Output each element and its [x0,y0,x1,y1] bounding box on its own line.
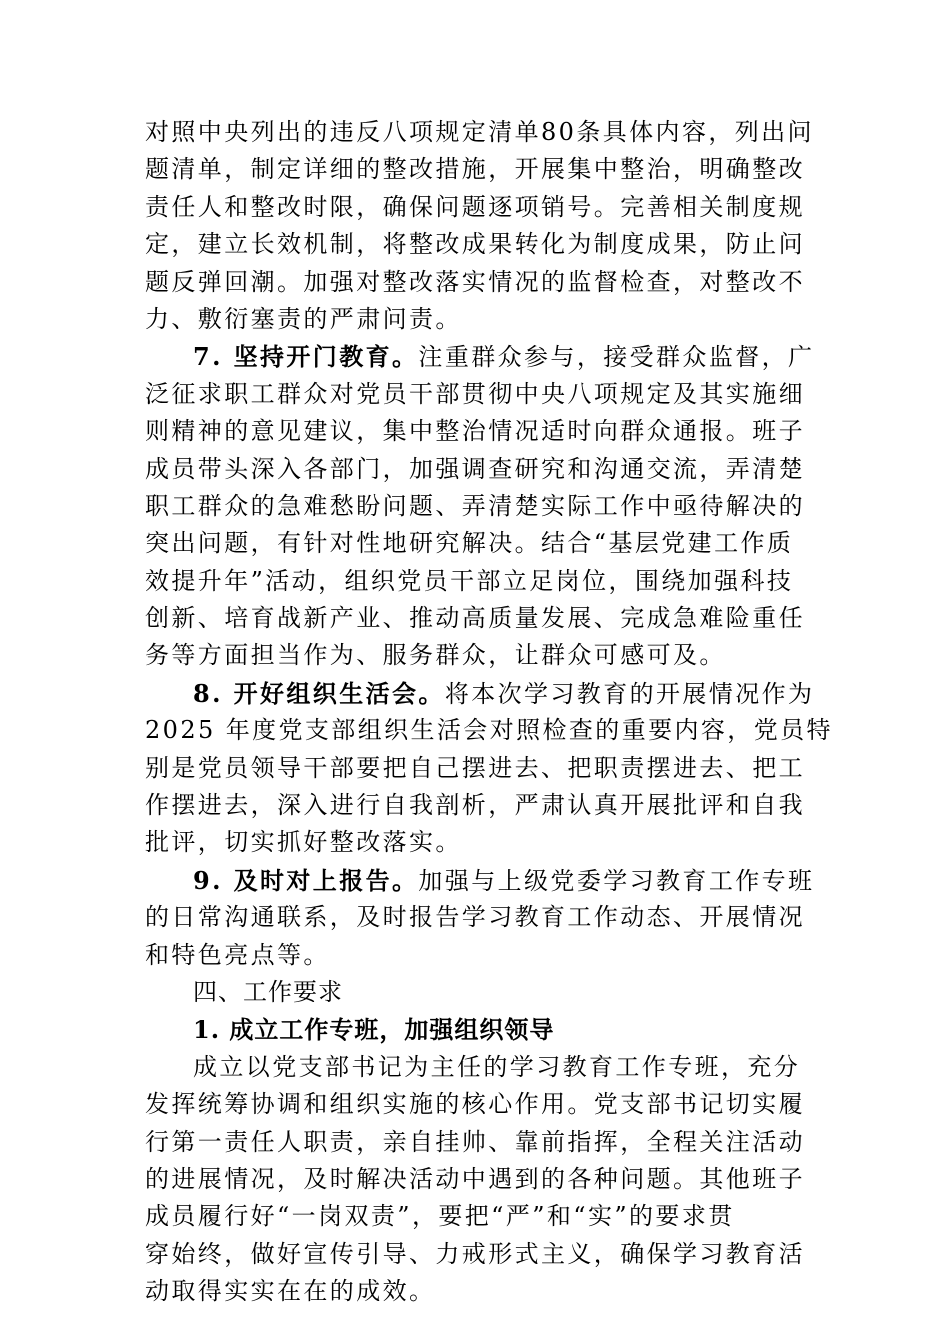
item-text: 将本次学习教育的开展情况作为 [444,679,815,708]
item-title: 9. 及时对上报告。 [193,865,419,895]
paragraph-7 [145,338,815,675]
text-line: 定，建立长效机制，将整改成果转化为制度成果，防止问 [145,230,805,259]
text-line: 对照中央列出的违反八项规定清单80条具体内容，列出问 [145,118,814,146]
text-line [145,675,815,712]
text-line: 成员带头深入各部门，加强调查研究和沟通交流，弄清楚 [145,454,805,483]
text-line [145,862,815,899]
subsection-heading: 1. 成立工作专班，加强组织领导 [193,1015,555,1045]
text-line: 则精神的意见建议，集中整治情况适时向群众通报。班子 [145,417,805,446]
item-title: 8. 开好组织生活会。 [193,678,445,708]
text-line: 2025 年度党支部组织生活会对照检查的重要内容，党员特 [145,716,833,745]
text-line: 别是党员领导干部要把自己摆进去、把职责摆进去、把工 [145,753,805,782]
section-heading: 四、工作要求 [193,977,343,1006]
text-line: 题反弹回潮。加强对整改落实情况的监督检查，对整改不 [145,267,805,296]
text-line: 作摆进去，深入进行自我剖析，严肃认真开展批评和自我 [145,791,805,820]
text-line: 动取得实实在在的成效。 [145,1277,436,1306]
text-line: 的进展情况，及时解决活动中遇到的各种问题。其他班子 [145,1164,805,1193]
document-page [145,114,833,1311]
item-text: 加强与上级党委学习教育工作专班 [418,866,815,895]
text-line: 和特色亮点等。 [145,940,330,969]
text-line: 力、敷衍塞责的严肃问责。 [145,304,462,333]
paragraph-section-4-1 [145,1049,805,1311]
text-line [145,338,815,375]
paragraph-9 [145,862,815,974]
text-line: 泛征求职工群众对党员干部贯彻中央八项规定及其实施细 [145,379,805,408]
text-line: 题清单，制定详细的整改措施，开展集中整治，明确整改 [145,155,805,184]
text-line: 行第一责任人职责，亲自挂帅、靠前指挥，全程关注活动 [145,1127,805,1156]
text-line: 创新、培育战新产业、推动高质量发展、完成急难险重任 [145,604,805,633]
text-line: 成立以党支部书记为主任的学习教育工作专班，充分 [193,1052,801,1081]
paragraph-8 [145,675,833,862]
text-line: 的日常沟通联系，及时报告学习教育工作动态、开展情况 [145,903,805,932]
text-line: 发挥统筹协调和组织实施的核心作用。党支部书记切实履 [145,1090,805,1119]
text-line: 突出问题，有针对性地研究解决。结合“基层党建工作质 [145,529,794,558]
text-line: 职工群众的急难愁盼问题、弄清楚实际工作中亟待解决的 [145,491,805,520]
text-line: 务等方面担当作为、服务群众，让群众可感可及。 [145,641,726,670]
text-line: 批评，切实抓好整改落实。 [145,828,462,857]
paragraph-6 [145,114,814,338]
text-line: 成员履行好“一岗双责”，要把“严”和“实”的要求贯 [145,1202,735,1231]
text-line: 责任人和整改时限，确保问题逐项销号。完善相关制度规 [145,192,805,221]
item-text: 注重群众参与，接受群众监督，广 [418,343,815,372]
text-line: 效提升年”活动，组织党员干部立足岗位，围绕加强科技 [145,566,794,595]
item-title: 7. 坚持开门教育。 [193,342,419,372]
text-line: 穿始终，做好宣传引导、力戒形式主义，确保学习教育活 [145,1239,805,1268]
